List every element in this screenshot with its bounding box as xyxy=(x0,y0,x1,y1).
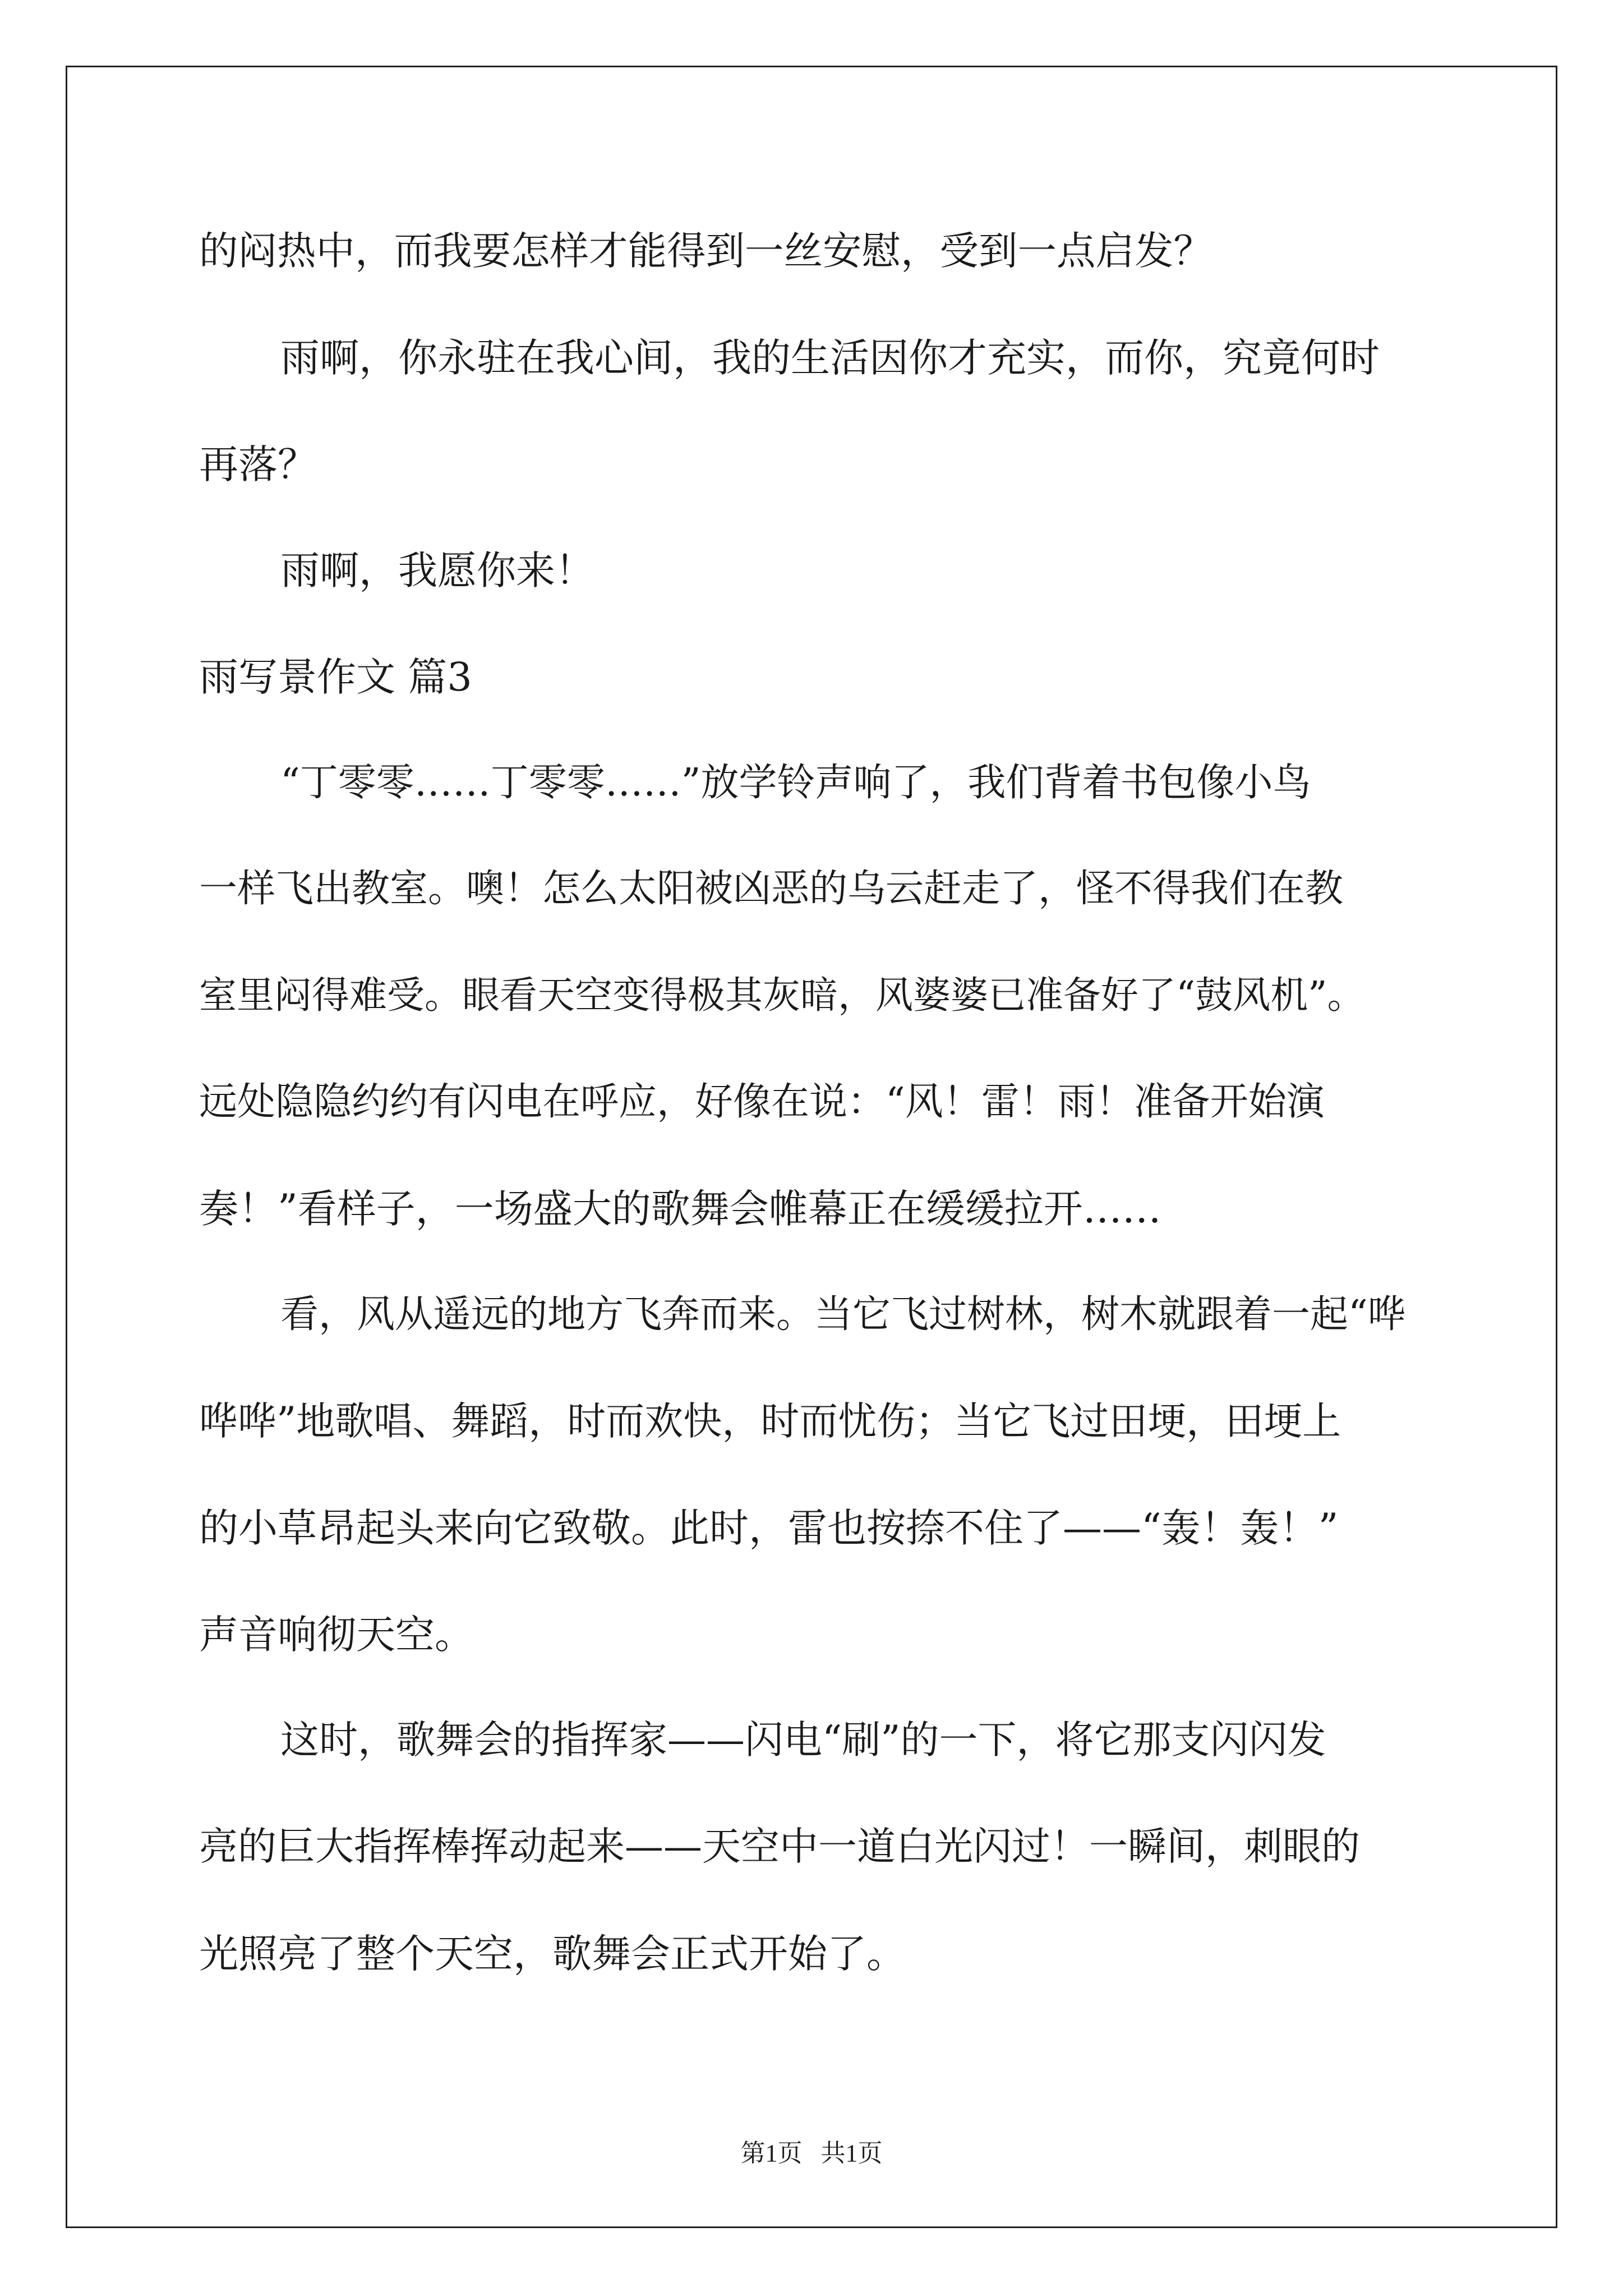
text-line: 的闷热中，而我要怎样才能得到一丝安慰，受到一点启发？ xyxy=(199,228,1212,274)
text-line: 再落？ xyxy=(199,441,317,487)
text-line: 看，风从遥远的地方飞奔而来。当它飞过树林，树木就跟着一起“哗 xyxy=(280,1292,1406,1337)
text-line: 光照亮了整个天空，歌舞会正式开始了。 xyxy=(199,1931,906,1977)
text-line: 这时，歌舞会的指挥家——闪电“刷”的一下，将它那支闪闪发 xyxy=(280,1718,1326,1763)
text-line: 室里闷得难受。眼看天空变得极其灰暗，风婆婆已准备好了“鼓风机”。 xyxy=(199,973,1365,1017)
text-line: 亮的巨大指挥棒挥动起来——天空中一道白光闪过！一瞬间，刺眼的 xyxy=(199,1824,1360,1869)
text-line: 奏！”看样子，一场盛大的歌舞会帷幕正在缓缓拉开…… xyxy=(199,1186,1161,1232)
text-line: 一样飞出教室。噢！怎么太阳被凶恶的乌云赶走了，怪不得我们在教 xyxy=(199,867,1344,911)
page-border xyxy=(66,66,1557,2228)
text-line: 远处隐隐约约有闪电在呼应，好像在说：“风！雷！雨！准备开始演 xyxy=(199,1080,1325,1124)
text-line: 的小草昂起头来向它致敬。此时，雷也按捺不住了——“轰！轰！” xyxy=(199,1505,1339,1551)
text-line: 雨啊，我愿你来！ xyxy=(280,547,594,593)
text-line: “丁零零……丁零零……”放学铃声响了，我们背着书包像小鸟 xyxy=(280,761,1311,805)
text-line: 哗哗”地歌唱、舞蹈，时而欢快，时而忧伤；当它飞过田埂，田埂上 xyxy=(199,1399,1341,1444)
text-line: 雨啊，你永驻在我心间，我的生活因你才充实，而你，究竟何时 xyxy=(280,335,1380,381)
text-line: 声音响彻天空。 xyxy=(199,1612,474,1658)
section-heading: 雨写景作文 篇3 xyxy=(199,654,472,700)
page-number: 第1页 共1页 xyxy=(740,2139,883,2167)
